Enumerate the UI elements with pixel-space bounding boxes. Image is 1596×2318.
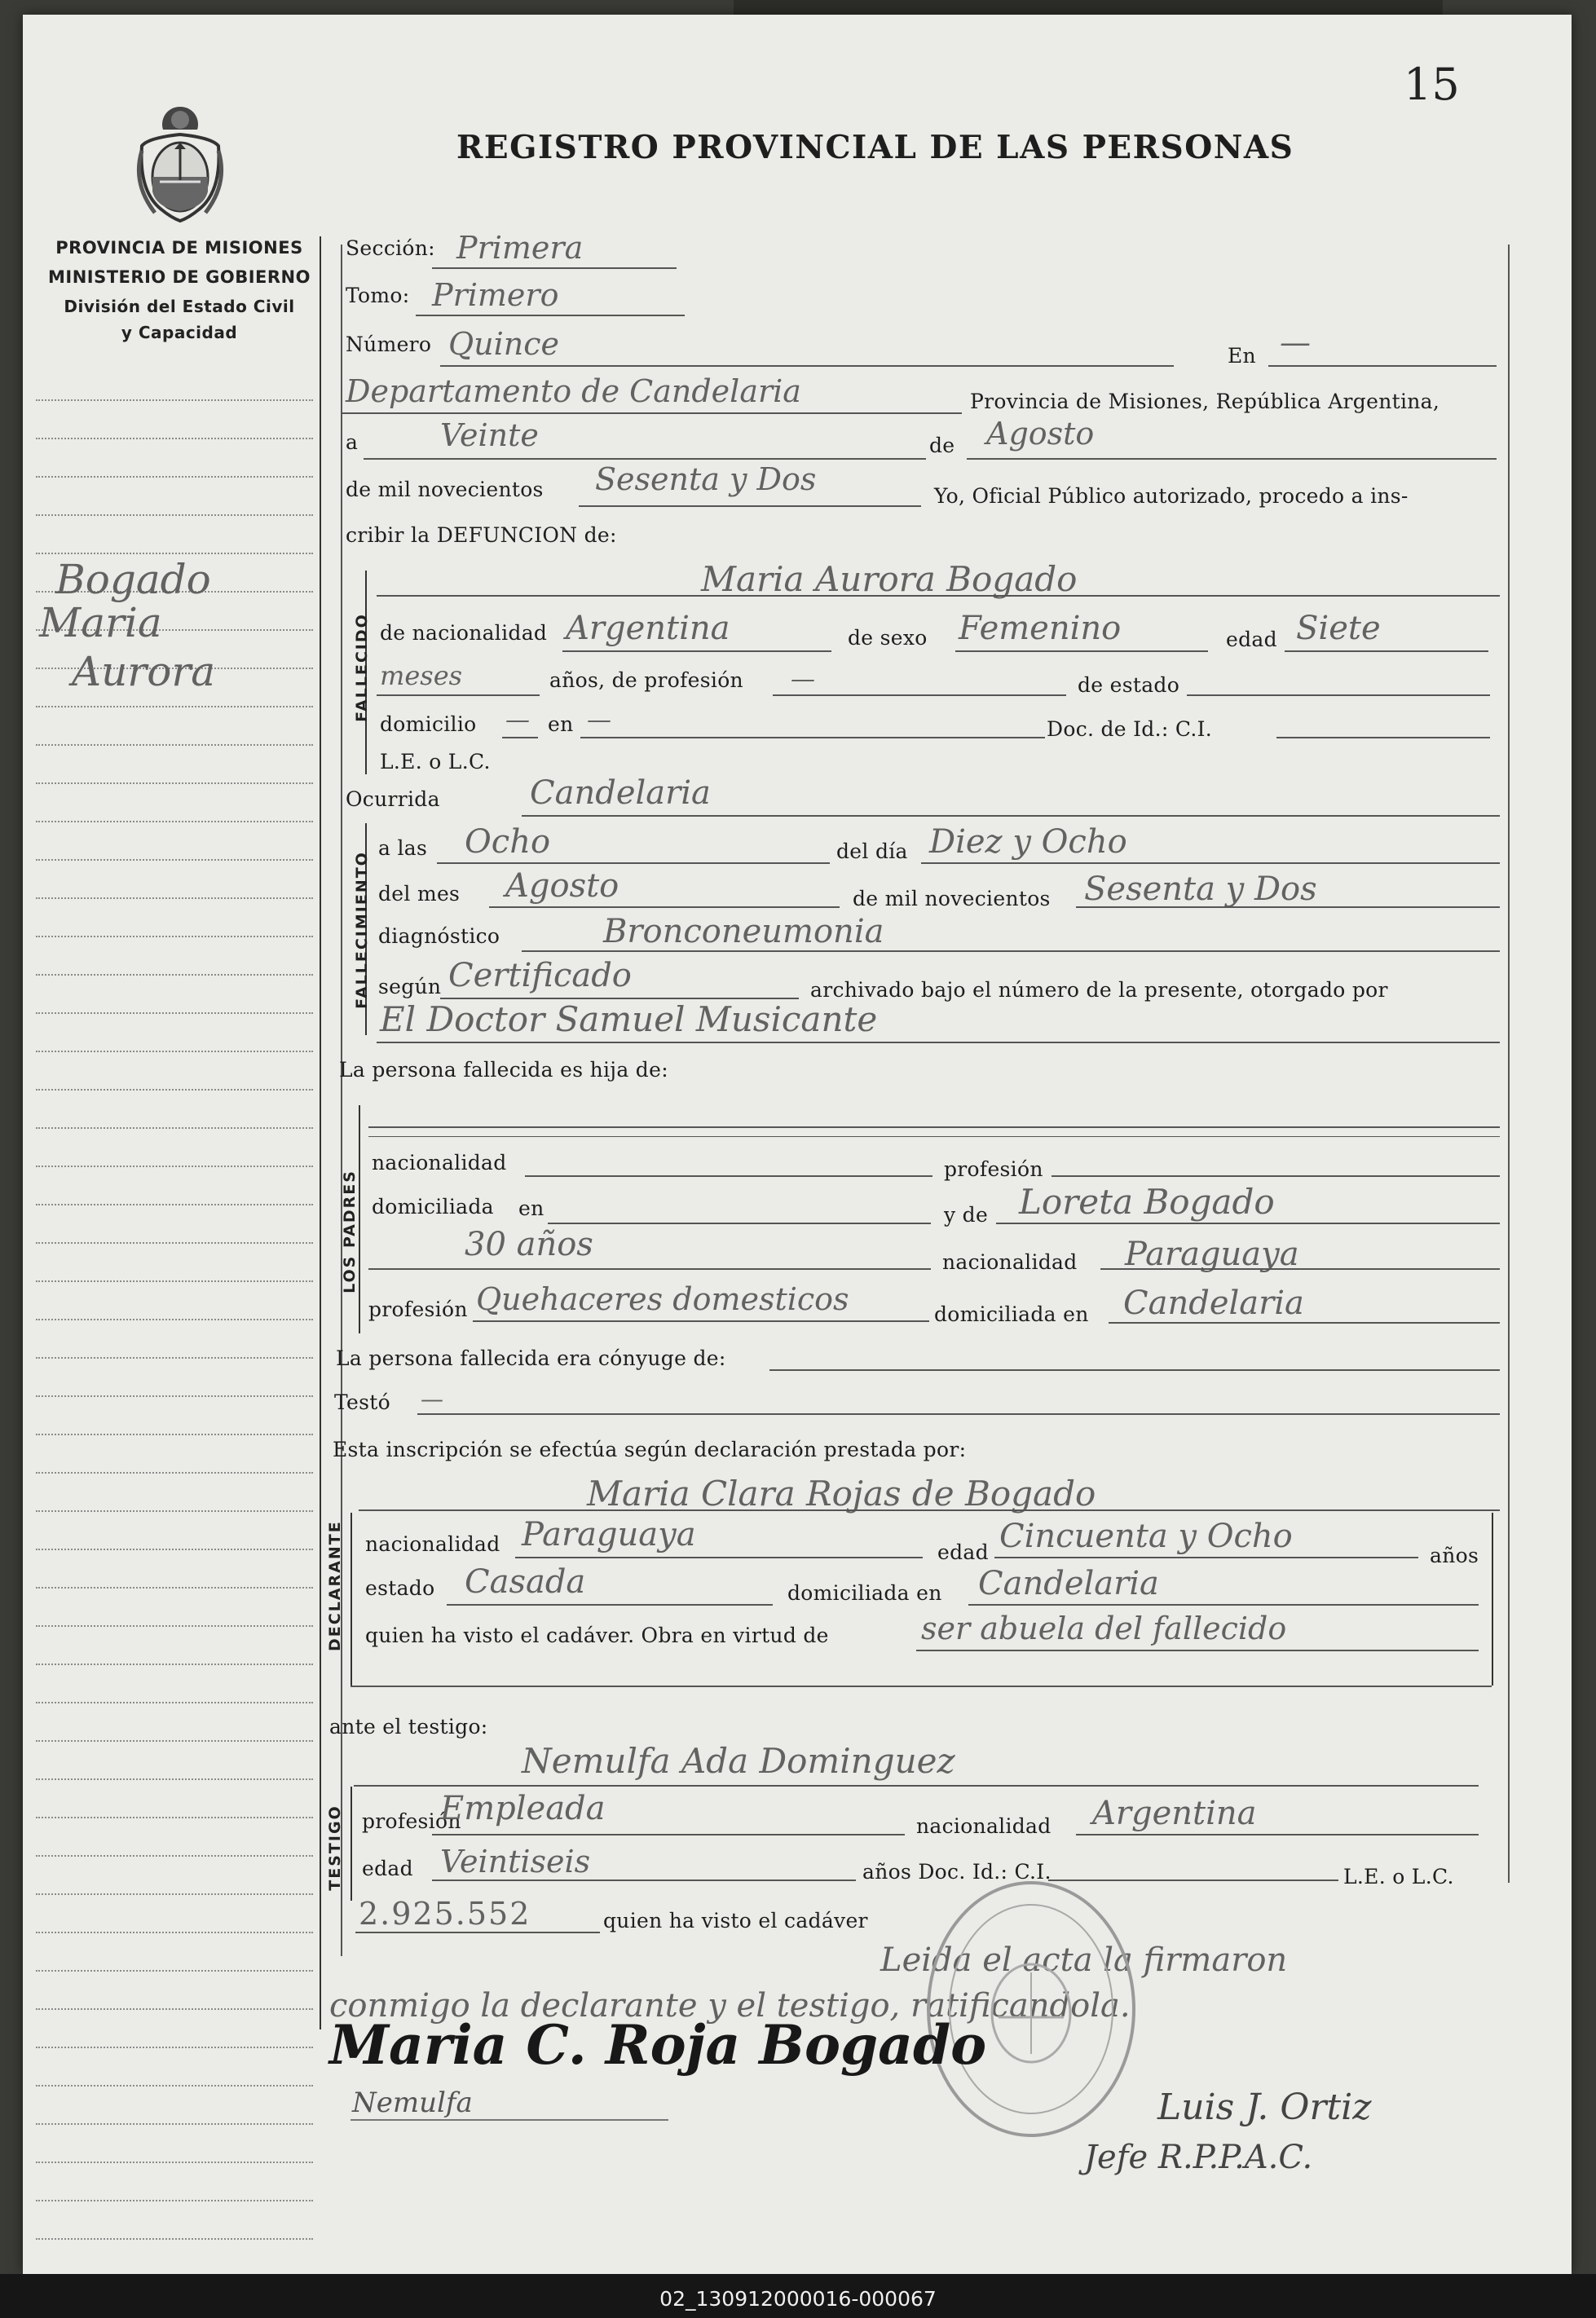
madre-domicilio-line (1109, 1322, 1500, 1324)
declarante-section-label: DECLARANTE (326, 1520, 344, 1651)
margin-rule (36, 1434, 313, 1435)
document-page (23, 15, 1572, 2274)
doc-id-line (1276, 737, 1490, 738)
a-las-value: Ocho (465, 823, 551, 861)
margin-rule (36, 782, 313, 784)
margin-rule (36, 1357, 313, 1359)
footer-code: 02_130912000016-000067 (659, 2287, 937, 2311)
margin-rule (36, 1702, 313, 1703)
ante-testigo-label: ante el testigo: (329, 1715, 488, 1738)
margin-rule (36, 2008, 313, 2010)
provincia-label: Provincia de Misiones, República Argentina, (970, 390, 1440, 413)
madre-profesion-label: profesión (368, 1298, 468, 1321)
testigo-name-value: Nemulfa Ada Dominguez (522, 1741, 955, 1781)
leida-line-2: conmigo la declarante y el testigo, ratificandola. (329, 1987, 1131, 2025)
margin-rule (36, 821, 313, 822)
testigo-box-left (351, 1787, 352, 1901)
margin-rule (36, 1625, 313, 1627)
decl-nacionalidad-value: Paraguaya (522, 1516, 696, 1553)
inscribir-label: cribir la DEFUNCION de: (346, 523, 617, 547)
estado-label: de estado (1078, 673, 1180, 697)
sexo-value: Femenino (959, 610, 1122, 647)
padre-nacionalidad-line (525, 1175, 932, 1177)
test-nacionalidad-value: Argentina (1092, 1795, 1257, 1832)
tomo-line (416, 315, 685, 316)
testigo-name-line (354, 1785, 1479, 1787)
declarante-signature: Maria C. Roja Bogado (329, 2013, 987, 2077)
margin-rule (36, 706, 313, 707)
domicilio-value: — (505, 706, 530, 734)
margin-rule (36, 1089, 313, 1091)
form-title: REGISTRO PROVINCIAL DE LAS PERSONAS (456, 129, 1294, 166)
de-label: de (929, 434, 955, 457)
hija-de-label: La persona fallecida es hija de: (339, 1058, 668, 1082)
departamento-value: Departamento de Candelaria (346, 373, 801, 409)
padre-name-line-2 (368, 1136, 1500, 1137)
tomo-value: Primero (432, 277, 559, 313)
division-line-1: División del Estado Civil (64, 297, 295, 316)
decl-estado-value: Casada (465, 1563, 586, 1601)
test-edad-line (432, 1880, 856, 1881)
padre-domiciliada-en-label: en (518, 1196, 544, 1220)
margin-rule (36, 1932, 313, 1933)
testigo-signature-underline (351, 2119, 668, 2121)
nacionalidad-value: Argentina (566, 610, 730, 647)
test-profesion-line (432, 1834, 905, 1835)
test-nacionalidad-line (1076, 1834, 1479, 1835)
margin-divider (320, 236, 321, 2029)
de-mil-2-label: de mil novecientos (853, 887, 1051, 910)
padres-section-label: LOS PADRES (341, 1170, 359, 1293)
domicilio-label: domicilio (380, 712, 477, 736)
decl-edad-value: Cincuenta y Ocho (999, 1518, 1293, 1555)
segun-value: Certificado (448, 957, 632, 994)
margin-rule (36, 1395, 313, 1397)
departamento-line (342, 412, 962, 414)
segun-label: según (378, 975, 442, 998)
en-label: En (1228, 344, 1256, 368)
margin-rule (36, 1051, 313, 1052)
leida-line-1: Leida el acta la firmaron (880, 1941, 1288, 1979)
testo-label: Testó (334, 1390, 390, 1414)
tomo-label: Tomo: (346, 284, 410, 307)
de-mil-2-line (1076, 906, 1500, 908)
padre-domiciliada-label: domiciliada (372, 1195, 494, 1218)
margin-rule (36, 1127, 313, 1129)
conyuge-label: La persona fallecida era cónyuge de: (336, 1346, 726, 1370)
margin-rule (36, 1740, 313, 1742)
margin-rule (36, 2123, 313, 2125)
madre-profesion-line (473, 1320, 929, 1322)
margin-rule (36, 1778, 313, 1780)
test-visto-line (355, 1932, 600, 1933)
margin-rule (36, 1012, 313, 1014)
diagnostico-line (522, 950, 1500, 952)
margin-rule (36, 1893, 313, 1895)
a-las-label: a las (378, 836, 428, 860)
a-label: a (346, 430, 359, 454)
profesion-line (773, 694, 1066, 696)
fallecimiento-section-label: FALLECIMIENTO (353, 851, 371, 1009)
madre-edad-line (368, 1268, 931, 1270)
otorgado-value: El Doctor Samuel Musicante (380, 999, 878, 1039)
decl-nacionalidad-line (515, 1557, 923, 1558)
decl-edad-line (994, 1557, 1418, 1558)
padre-profesion-line (1052, 1175, 1500, 1177)
de-mil-line (579, 505, 921, 507)
domicilio-en-value: — (587, 706, 611, 734)
del-mes-label: del mes (378, 882, 461, 906)
del-mes-value: Agosto (505, 867, 619, 905)
decl-edad-label: edad (937, 1540, 989, 1564)
margin-rule (36, 1319, 313, 1320)
official-title: Jefe R.P.P.A.C. (1084, 2139, 1313, 2176)
del-dia-line (921, 862, 1500, 864)
margin-rule (36, 2047, 313, 2048)
madre-name-value: Loreta Bogado (1019, 1182, 1275, 1222)
numero-line (440, 365, 1174, 367)
a-value: Veinte (440, 417, 539, 453)
conyuge-line (769, 1369, 1500, 1371)
test-le-lc-label: L.E. o L.C. (1343, 1865, 1454, 1888)
del-dia-value: Diez y Ocho (929, 823, 1127, 861)
de-mil-2-value: Sesenta y Dos (1084, 870, 1317, 908)
madre-nacionalidad-label: nacionalidad (942, 1250, 1078, 1274)
doc-id-label: Doc. de Id.: C.I. (1047, 717, 1213, 741)
seccion-line (432, 267, 677, 269)
profesion-value: — (791, 665, 815, 694)
anos-doc-label: años Doc. Id.: C.I. (862, 1860, 1052, 1884)
declaracion-label: Esta inscripción se efectúa según declaración prestada por: (333, 1438, 967, 1461)
testigo-section-label: TESTIGO (326, 1805, 344, 1891)
decl-domicilio-line (968, 1604, 1479, 1606)
margin-surname: Bogado (55, 556, 211, 603)
nacionalidad-line (562, 650, 831, 652)
margin-rule (36, 2238, 313, 2240)
decl-domiciliada-label: domiciliada en (787, 1581, 942, 1605)
padre-profesion-label: profesión (944, 1157, 1043, 1181)
domicilio-en-line (580, 737, 1045, 738)
madre-nacionalidad-value: Paraguaya (1125, 1236, 1299, 1273)
margin-rule (36, 1472, 313, 1474)
ministry-name: MINISTERIO DE GOBIERNO (48, 267, 311, 287)
margin-rule (36, 476, 313, 478)
margin-rule (36, 514, 313, 516)
madre-name-line (996, 1223, 1500, 1224)
padre-domiciliada-line (548, 1223, 931, 1224)
margin-rule (36, 1664, 313, 1665)
test-edad-label: edad (362, 1857, 413, 1880)
margin-given-name-1: Maria (39, 599, 162, 646)
declarante-box-left (351, 1513, 352, 1686)
decl-estado-label: estado (365, 1576, 435, 1600)
de-mil-label: de mil novecientos (346, 478, 544, 501)
del-dia-label: del día (836, 840, 908, 863)
test-visto-label: quien ha visto el cadáver (603, 1909, 868, 1932)
margin-rule (36, 438, 313, 439)
a-las-line (437, 862, 830, 864)
le-lc-label: L.E. o L.C. (380, 750, 491, 773)
test-nacionalidad-label: nacionalidad (916, 1814, 1052, 1838)
decl-nacionalidad-label: nacionalidad (365, 1532, 500, 1556)
page-number: 15 (1404, 59, 1460, 110)
edad-label: edad (1226, 628, 1277, 651)
madre-domiciliada-label: domiciliada en (934, 1302, 1089, 1326)
decl-domicilio-value: Candelaria (978, 1565, 1159, 1602)
margin-rule (36, 859, 313, 861)
division-line-2: y Capacidad (121, 323, 238, 342)
meses-line (377, 694, 540, 696)
padres-box-left (359, 1105, 360, 1333)
decl-anos-label: años (1430, 1544, 1479, 1567)
a-line (364, 458, 926, 460)
numero-value: Quince (448, 326, 560, 362)
decl-estado-line (447, 1604, 773, 1606)
margin-rule (36, 1817, 313, 1818)
margin-rule (36, 1242, 313, 1244)
margin-rule (36, 399, 313, 401)
visto-cadaver-label: quien ha visto el cadáver. Obra en virtud de (365, 1624, 829, 1647)
testo-line (417, 1413, 1500, 1415)
margin-rule (36, 974, 313, 976)
y-de-label: y de (944, 1203, 989, 1227)
obra-virtud-value: ser abuela del fallecido (921, 1611, 1287, 1646)
test-edad-value: Veintiseis (440, 1844, 591, 1880)
province-name: PROVINCIA DE MISIONES (55, 238, 303, 258)
en-line (1268, 365, 1497, 367)
sexo-label: de sexo (848, 626, 928, 650)
archivado-label: archivado bajo el número de la presente, otorgado por (810, 978, 1388, 1002)
declarante-name-value: Maria Clara Rojas de Bogado (587, 1474, 1096, 1514)
testigo-signature: Nemulfa (352, 2087, 473, 2119)
madre-domicilio-value: Candelaria (1123, 1285, 1304, 1322)
margin-rule (36, 2162, 313, 2163)
margin-rule (36, 1204, 313, 1205)
edad-value: Siete (1296, 610, 1381, 647)
test-profesion-value: Empleada (440, 1790, 606, 1827)
madre-profesion-value: Quehaceres domesticos (476, 1281, 849, 1317)
padre-nacionalidad-label: nacionalidad (372, 1151, 507, 1174)
domicilio-en-label: en (548, 712, 574, 736)
numero-label: Número (346, 333, 432, 356)
test-profesion-label: profesión (362, 1809, 461, 1833)
margin-rule (36, 936, 313, 937)
domicilio-line (502, 737, 538, 738)
margin-rule (36, 744, 313, 746)
madre-edad-value: 30 años (465, 1226, 593, 1263)
anos-profesion-label: años, de profesión (549, 668, 743, 692)
nacionalidad-label: de nacionalidad (380, 621, 548, 645)
estado-line (1187, 694, 1490, 696)
diagnostico-label: diagnóstico (378, 924, 500, 948)
otorgado-line (377, 1042, 1500, 1043)
padre-name-line (368, 1126, 1500, 1128)
name-line (377, 595, 1500, 597)
yo-oficial-label: Yo, Oficial Público autorizado, procedo a ins- (934, 484, 1409, 508)
de-line (967, 458, 1497, 460)
seccion-value: Primera (456, 230, 584, 266)
margin-rule (36, 1166, 313, 1167)
margin-rule (36, 1549, 313, 1550)
deceased-name: Maria Aurora Bogado (701, 559, 1078, 599)
official-signature: Luis J. Ortiz (1157, 2087, 1372, 2128)
testo-value: — (421, 1386, 443, 1412)
margin-rule (36, 2085, 313, 2087)
declarante-box-right (1492, 1513, 1493, 1686)
ocurrida-value: Candelaria (530, 774, 711, 812)
sexo-line (955, 650, 1208, 652)
form-inner-left-border (341, 245, 342, 1956)
madre-nacionalidad-line (1100, 1268, 1500, 1270)
fallecido-section-label: FALLECIDO (353, 613, 371, 722)
edad-line (1285, 650, 1488, 652)
ocurrida-line (522, 815, 1500, 817)
margin-rule (36, 1855, 313, 1857)
meses-value: meses (380, 660, 463, 691)
form-right-border (1508, 245, 1510, 1883)
declarante-name-line (359, 1509, 1500, 1511)
seccion-label: Sección: (346, 236, 435, 260)
declarante-box-bottom (351, 1686, 1492, 1687)
margin-given-name-2: Aurora (72, 648, 216, 695)
en-value: — (1280, 324, 1311, 360)
margin-rule (36, 553, 313, 554)
de-value: Agosto (986, 416, 1095, 452)
test-doc-value: 2.925.552 (359, 1896, 531, 1932)
margin-rule (36, 2200, 313, 2201)
margin-rule (36, 897, 313, 899)
ocurrida-label: Ocurrida (346, 787, 440, 811)
margin-rule (36, 1280, 313, 1282)
coat-of-arms-icon (130, 102, 230, 226)
margin-rule (36, 1510, 313, 1512)
margin-rule (36, 1587, 313, 1589)
official-seal-icon (921, 1875, 1141, 2144)
del-mes-line (489, 906, 840, 908)
margin-rule (36, 1970, 313, 1972)
obra-virtud-line (916, 1650, 1479, 1651)
diagnostico-value: Bronconeumonia (603, 913, 884, 950)
de-mil-value: Sesenta y Dos (595, 461, 817, 497)
